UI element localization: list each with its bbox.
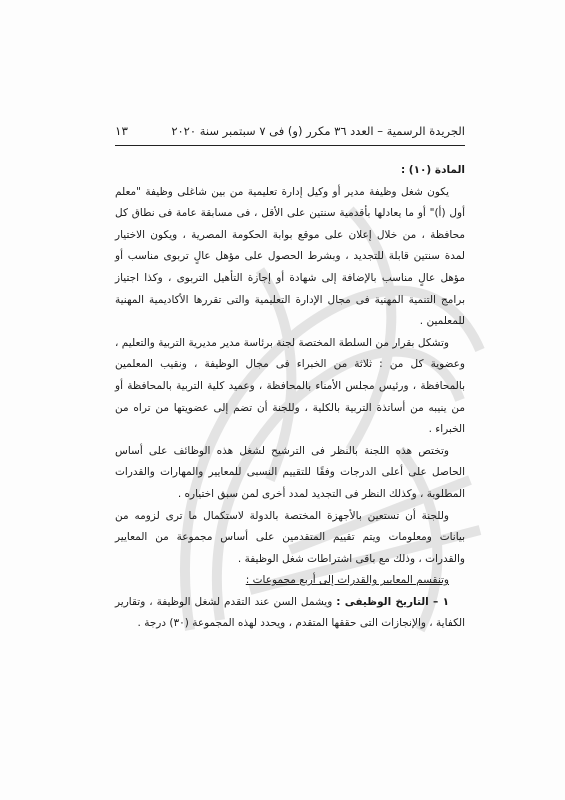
article-heading: المادة (١٠) : [400, 164, 465, 176]
page-header [115, 124, 465, 138]
groups-intro [115, 570, 465, 592]
groups-intro-text: وتنقسم المعايير والقدرات إلى أربع مجموعات : [245, 574, 449, 587]
paragraph-2: وتشكل بقرار من السلطة المختصة لجنة برئاسة مدير مديرية التربية والتعليم ، وعضوية كل من : ثلاثة من الخبراء فى مجال الوظيفة ، ونقيب المعلمين بالمحافظة ، ورئيس مجلس الأمناء بالمحافظة ، وعميد كلية التربية بالمحافظة أو من ينيبه من أساتذة التربية بالكلية ، وللجنة أن تضم إلى عضويتها من تراه من الخبراء . [115, 336, 465, 436]
article-body [115, 160, 465, 635]
paragraph-1: يكون شغل وظيفة مدير أو وكيل إدارة تعليمية من بين شاغلى وظيفة "معلم أول (أ)" أو ما يعادلها بأقدمية سنتين على الأقل ، فى مسابقة عامة فى نطاق كل محافظة ، من خلال إعلان على موقع بوابة الحكومة المصرية ، ويكون الاختيار لمدة سنتين قابلة للتجديد ، وبشرط الحصول على مؤهل عالٍ تربوى مناسب أو مؤهل عالٍ مناسب بالإضافة إلى شهادة أو إجازة التأهيل التربوى ، وكذا اجتياز برامج التنمية المهنية فى مجال الإدارة التعليمية والتى تقررها الأكاديمية المهنية للمعلمين . [115, 185, 465, 328]
header-title: الجريدة الرسمية – العدد ٣٦ مكرر (و) فى ٧ سبتمبر سنة ٢٠٢٠ [171, 124, 465, 138]
page-number: ١٣ [115, 124, 128, 138]
header-divider [115, 145, 465, 146]
item-1-label: ١ – التاريخ الوظيفى : [336, 595, 449, 608]
item-1 [115, 592, 465, 635]
item-1-text: ويشمل السن عند التقدم لشغل الوظيفة ، وتقارير الكفاية ، والإنجازات التى حققها المتقدم ، ويحدد لهذه المجموعة (٣٠) درجة . [115, 595, 465, 630]
paragraph-4: وللجنة أن تستعين بالأجهزة المختصة بالدولة لاستكمال ما ترى لزومه من بيانات ومعلومات ويتم تقييم المتقدمين على أساس مجموعة من المعايير والقدرات ، وذلك مع باقى اشتراطات شغل الوظيفة . [115, 509, 465, 565]
paragraph-3: وتختص هذه اللجنة بالنظر فى الترشيح لشغل هذه الوظائف على أساس الحاصل على أعلى الدرجات وفقًا للتقييم النسبى للمعايير والمهارات والقدرات المطلوبة ، وكذلك النظر فى التجديد لمدد أخرى لمن سبق اختياره . [115, 444, 465, 500]
